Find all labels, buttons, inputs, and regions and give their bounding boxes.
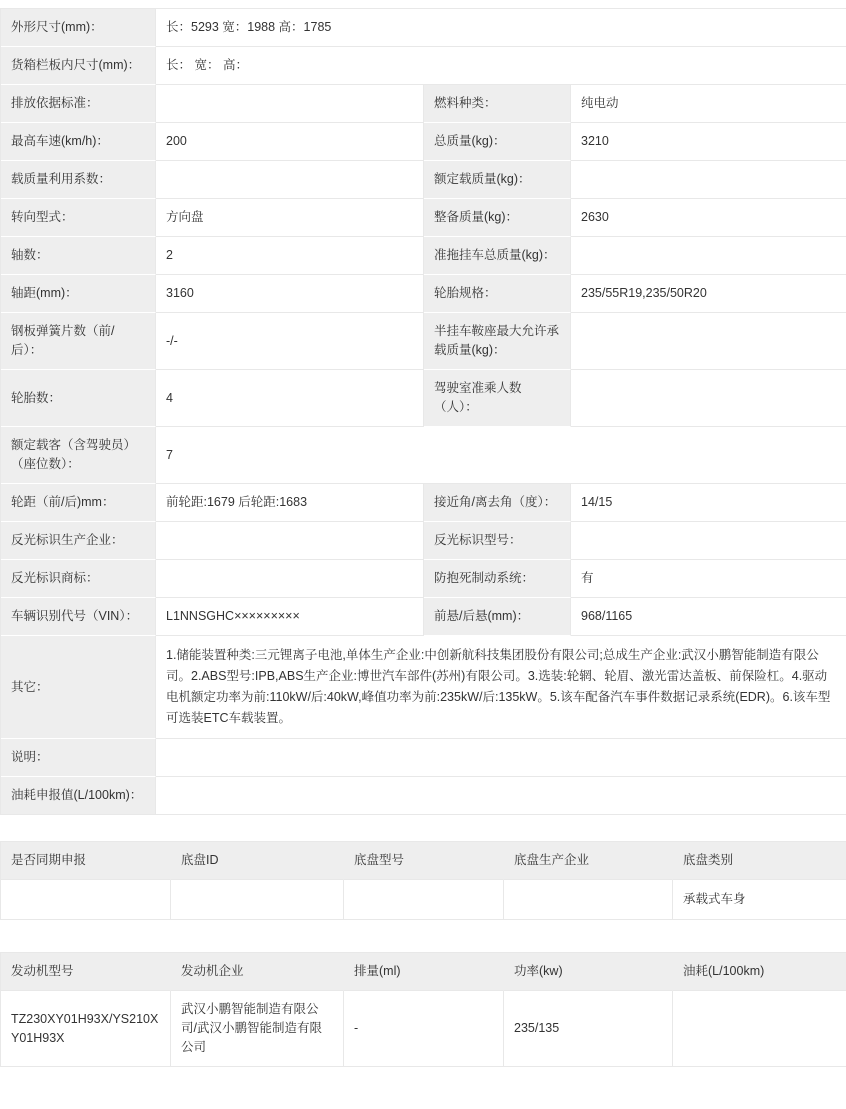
spec-label: 反光标识商标： (1, 560, 156, 598)
chassis-header-concurrent-declaration: 是否同期申报 (1, 842, 171, 880)
engine-cell-displacement: - (344, 991, 504, 1067)
spec-value: 4 (156, 370, 424, 427)
spec-label: 防抱死制动系统： (424, 560, 571, 598)
spec-label: 半挂车鞍座最大允许承载质量(kg)： (424, 313, 571, 370)
engine-data-row (1, 991, 846, 1067)
spec-value: 2630 (571, 199, 846, 237)
spec-label: 前悬/后悬(mm)： (424, 598, 571, 636)
spec-value: 968/1165 (571, 598, 846, 636)
engine-cell-fuel-consumption (673, 991, 846, 1067)
row-reflective-marking-trademark-abs (1, 560, 846, 598)
spec-label: 油耗申报值(L/100km)： (1, 777, 156, 815)
chassis-data-row (1, 880, 846, 920)
spec-label: 转向型式： (1, 199, 156, 237)
spec-label: 钢板弹簧片数（前/后）： (1, 313, 156, 370)
spec-label: 反光标识型号： (424, 522, 571, 560)
spec-value: 235/55R19,235/50R20 (571, 275, 846, 313)
spec-value (156, 777, 846, 815)
row-mass-utilization-rated-load (1, 161, 846, 199)
chassis-cell-chassis-category: 承载式车身 (673, 880, 846, 920)
spec-value (156, 560, 424, 598)
spec-label: 说明： (1, 739, 156, 777)
spec-label: 驾驶室准乘人数（人）： (424, 370, 571, 427)
spec-label: 燃料种类： (424, 85, 571, 123)
row-vin-overhang (1, 598, 846, 636)
spec-value (571, 161, 846, 199)
spec-value: 前轮距:1679 后轮距:1683 (156, 484, 424, 522)
chassis-header-chassis-manufacturer: 底盘生产企业 (504, 842, 673, 880)
spec-label: 总质量(kg)： (424, 123, 571, 161)
spec-label: 反光标识生产企业： (1, 522, 156, 560)
spec-value: L1NNSGHC××××××××× (156, 598, 424, 636)
spec-value: 长： 宽： 高： (156, 47, 846, 85)
spec-label: 载质量利用系数： (1, 161, 156, 199)
spec-value: 200 (156, 123, 424, 161)
row-emission-standard-fuel-type (1, 85, 846, 123)
row-cargo-box-inner-dimensions (1, 47, 846, 85)
spec-value: 有 (571, 560, 846, 598)
row-other-notes (1, 636, 846, 739)
row-steering-type-curb-mass (1, 199, 846, 237)
spec-value: 14/15 (571, 484, 846, 522)
row-max-speed-total-mass (1, 123, 846, 161)
chassis-header-chassis-category: 底盘类别 (673, 842, 846, 880)
chassis-cell-chassis-model (344, 880, 504, 920)
engine-header-power: 功率(kw) (504, 953, 673, 991)
spec-value (571, 370, 846, 427)
spec-value (571, 237, 846, 275)
spec-label: 排放依据标准： (1, 85, 156, 123)
spec-value: 1.储能装置种类:三元锂离子电池,单体生产企业:中创新航科技集团股份有限公司;总成生产企业:武汉小鹏智能制造有限公司。2.ABS型号:IPB,ABS生产企业:博世汽车部件(苏州)有限公司。3.选装:轮辋、轮眉、激光雷达盖板、前保险杠。4.驱动电机额定功率为前:110kW/后:40kW,峰值功率为前:235kW/后:135kW。5.该车配备汽车事件数据记录系统(EDR)。6.该车型可选装ETC车载装置。 (156, 636, 846, 739)
engine-header-displacement: 排量(ml) (344, 953, 504, 991)
spec-label: 最高车速(km/h)： (1, 123, 156, 161)
engine-header-fuel-consumption: 油耗(L/100km) (673, 953, 846, 991)
spec-value: -/- (156, 313, 424, 370)
spec-label: 车辆识别代号（VIN）： (1, 598, 156, 636)
spec-value: 长：5293 宽：1988 高：1785 (156, 9, 846, 47)
row-reflective-marking-manufacturer-model (1, 522, 846, 560)
chassis-cell-chassis-manufacturer (504, 880, 673, 920)
spec-label: 轮胎规格： (424, 275, 571, 313)
spec-label: 准拖挂车总质量(kg)： (424, 237, 571, 275)
chassis-cell-concurrent-declaration (1, 880, 171, 920)
spec-value: 3210 (571, 123, 846, 161)
spec-label: 轴数： (1, 237, 156, 275)
spec-value: 2 (156, 237, 424, 275)
chassis-cell-chassis-id (171, 880, 344, 920)
spec-label: 额定载质量(kg)： (424, 161, 571, 199)
row-rated-passengers (1, 427, 846, 484)
spec-label: 轮胎数： (1, 370, 156, 427)
row-remarks (1, 739, 846, 777)
row-exterior-dimensions (1, 9, 846, 47)
spec-label: 接近角/离去角（度）： (424, 484, 571, 522)
engine-header-row (1, 953, 846, 991)
row-track-width-approach-angle (1, 484, 846, 522)
spec-label: 轴距(mm)： (1, 275, 156, 313)
spec-value (156, 161, 424, 199)
spec-value (156, 85, 424, 123)
engine-table (0, 952, 846, 1067)
chassis-header-chassis-model: 底盘型号 (344, 842, 504, 880)
spec-value: 7 (156, 427, 846, 484)
spec-label: 其它： (1, 636, 156, 739)
spec-label: 货箱栏板内尺寸(mm)： (1, 47, 156, 85)
spec-label: 额定载客（含驾驶员）（座位数）： (1, 427, 156, 484)
engine-cell-engine-model: TZ230XY01H93X/YS210XY01H93X (1, 991, 171, 1067)
spec-value (571, 522, 846, 560)
row-wheelbase-tire-spec (1, 275, 846, 313)
chassis-header-row (1, 842, 846, 880)
spec-label: 轮距（前/后)mm： (1, 484, 156, 522)
engine-header-engine-manufacturer: 发动机企业 (171, 953, 344, 991)
chassis-table (0, 841, 846, 920)
spec-value (156, 739, 846, 777)
spec-value (156, 522, 424, 560)
engine-header-engine-model: 发动机型号 (1, 953, 171, 991)
row-declared-fuel-consumption (1, 777, 846, 815)
row-axle-count-trailer-mass (1, 237, 846, 275)
spec-value: 方向盘 (156, 199, 424, 237)
spec-value (571, 313, 846, 370)
engine-cell-engine-manufacturer: 武汉小鹏智能制造有限公司/武汉小鹏智能制造有限公司 (171, 991, 344, 1067)
spec-table (0, 8, 846, 815)
spec-value: 纯电动 (571, 85, 846, 123)
chassis-header-chassis-id: 底盘ID (171, 842, 344, 880)
spec-value: 3160 (156, 275, 424, 313)
row-leaf-springs-saddle-load (1, 313, 846, 370)
engine-cell-power: 235/135 (504, 991, 673, 1067)
row-tire-count-cab-passengers (1, 370, 846, 427)
spec-label: 外形尺寸(mm)： (1, 9, 156, 47)
spec-label: 整备质量(kg)： (424, 199, 571, 237)
